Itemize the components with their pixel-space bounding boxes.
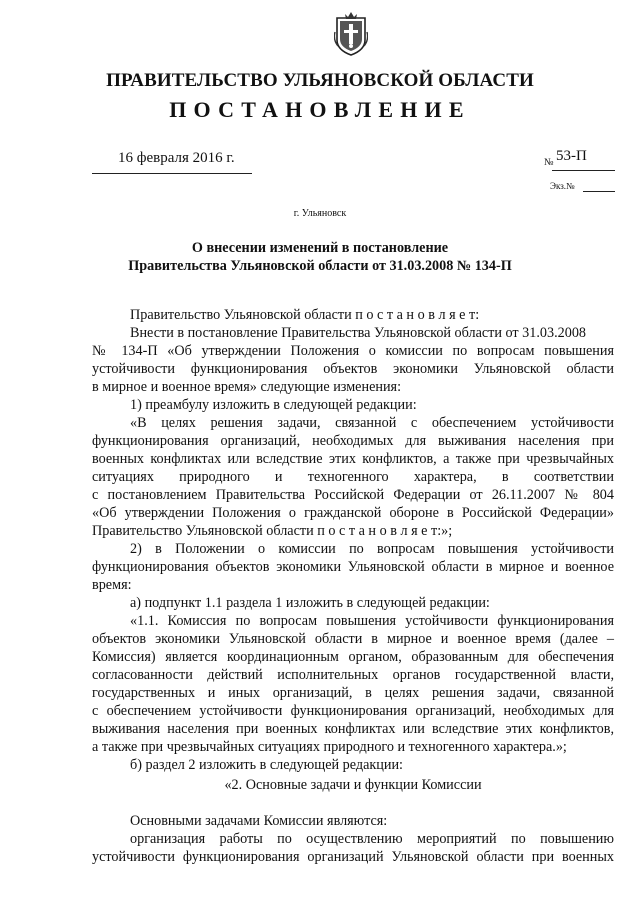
body-line: Правительство Ульяновской области п о с т а н о в л я е т:»; [92, 523, 453, 539]
document-date: 16 февраля 2016 г. [118, 150, 235, 166]
body-line: организация работы по осуществлению мероприятий по повышению [130, 831, 614, 847]
body-line: б) раздел 2 изложить в следующей редакции: [130, 757, 403, 773]
body-line: Комиссия) является координационным органом, образованным для обеспечения [92, 649, 614, 665]
body-line: № 134-П «Об утверждении Положения о комиссии по вопросам повышения [92, 343, 614, 359]
body-line: Основными задачами Комиссии являются: [130, 813, 388, 829]
subject-line-2: Правительства Ульяновской области от 31.03.2008 № 134-П [128, 258, 512, 274]
body-line: время: [92, 577, 132, 593]
body-line: Правительство Ульяновской области п о с т а н о в л я е т: [130, 307, 480, 323]
body-line: 2) в Положении о комиссии по вопросам повышения устойчивости [130, 541, 614, 557]
body-line: в мирное и военное время» следующие изменения: [92, 379, 402, 395]
copy-label: Экз.№ [550, 181, 575, 191]
body-line: «Об утверждении Положения о гражданской обороне в Российской Федерации» [92, 505, 614, 521]
body-line: функционирования объектов экономики Ульяновской области в мирное и военное [92, 559, 614, 575]
body-line: объектов экономики Ульяновской области в мирное и военное время (далее – [92, 631, 614, 647]
body-line: с постановлением Правительства Российской Федерации от 26.11.2007 № 804 [92, 487, 614, 503]
body-line: Внести в постановление Правительства Ульяновской области от 31.03.2008 [130, 325, 587, 341]
body-line: государственных и иных организаций, в целях решения задачи, связанной [92, 685, 614, 701]
body-line: а также при чрезвычайных ситуациях природного и техногенного характера.»; [92, 739, 567, 755]
subject-line-1: О внесении изменений в постановление [191, 240, 449, 256]
body-line: устойчивости функционирования организаций Ульяновской области при военных [92, 849, 614, 865]
body-line: военных конфликтах или вследствие этих конфликтов, а также при чрезвычайных [92, 451, 614, 467]
coat-of-arms-icon [334, 10, 368, 56]
body-line: ситуациях природного и техногенного характера, в соответствии [92, 469, 614, 485]
body-line: устойчивости функционирования объектов экономики Ульяновской области [92, 361, 614, 377]
document-type-title: ПОСТАНОВЛЕНИЕ [169, 97, 471, 122]
body-line: «1.1. Комиссия по вопросам повышения устойчивости функционирования [130, 613, 614, 629]
section-heading: «2. Основные задачи и функции Комиссии [224, 777, 482, 793]
copy-underline [583, 191, 615, 192]
body-line: а) подпункт 1.1 раздела 1 изложить в следующей редакции: [130, 595, 490, 611]
number-prefix: № [544, 157, 554, 168]
document-number: 53-П [556, 148, 587, 164]
number-underline [552, 170, 615, 171]
body-line: «В целях решения задачи, связанной с обеспечением устойчивости [130, 415, 614, 431]
date-underline [92, 173, 252, 174]
body-line: согласованности действий исполнительных органов государственной власти, [92, 667, 614, 683]
body-line: 1) преамбулу изложить в следующей редакции: [130, 397, 417, 413]
body-line: выживания населения при военных конфликтах или вследствие этих конфликтов, [92, 721, 614, 737]
city-label: г. Ульяновск [293, 208, 347, 219]
government-title: ПРАВИТЕЛЬСТВО УЛЬЯНОВСКОЙ ОБЛАСТИ [106, 70, 534, 91]
body-line: функционирования организаций, необходимых для выживания населения при [92, 433, 614, 449]
body-line: с обеспечением устойчивости функционирования организаций, необходимых для [92, 703, 614, 719]
